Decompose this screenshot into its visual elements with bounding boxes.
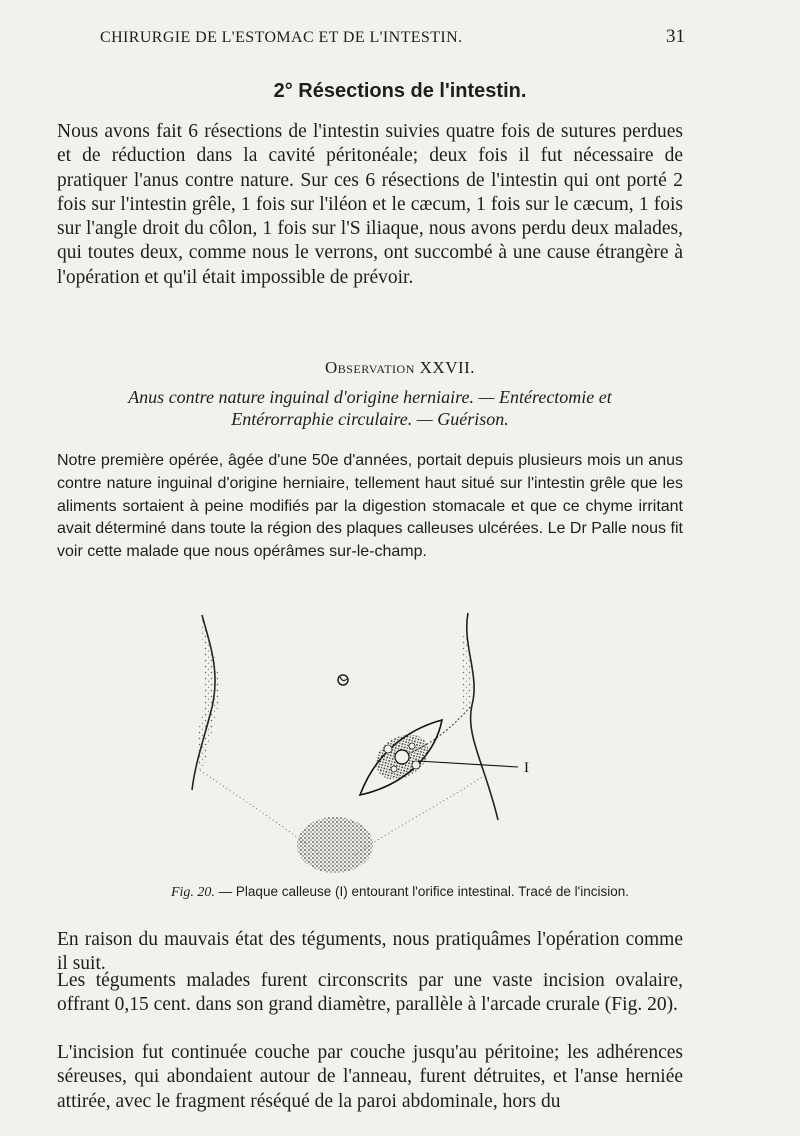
- pubic-region: [297, 817, 373, 873]
- observation-subtitle-line-1: Anus contre nature inguinal d'origine herniaire. — Entérectomie et: [128, 387, 612, 407]
- right-contour: [467, 613, 498, 820]
- marker-label: I: [524, 760, 529, 776]
- observation-number: XXVII.: [419, 358, 476, 377]
- figure-illustration: [180, 605, 550, 885]
- observation-title: [0, 358, 800, 378]
- paragraph-case-history: Notre première opérée, âgée d'une 50e d'années, portait depuis plusieurs mois un anus contre nature inguinal d'origine herniaire, tellement haut situé sur l'intestin grêle que les aliments sortaient à peine modifiés par la digestion stomacale et que ce chyme irritant avait déterminé dans toute la région des plaques calleuses ulcérées. Le Dr Palle nous fit voir cette malade que nous opérâmes sur-le-champ.: [57, 452, 683, 561]
- caption-label: Fig. 20.: [170, 885, 215, 900]
- observation-label: Observation: [324, 358, 415, 377]
- intestinal-orifice: [395, 750, 409, 764]
- paragraph-resections: Nous avons fait 6 résections de l'intestin suivies quatre fois de sutures perdues et de réduction dans la cavité péritonéale; deux fois il fut nécessaire de pratiquer l'anus contre nature. Sur ces 6 résections de l'intestin qui ont porté 2 fois sur l'intestin grêle, 1 fois sur l'iléon et le cæcum, 1 fois sur le cæcum, 1 fois sur l'angle droit du côlon, 1 fois sur l'S iliaque, nous avons perdu deux malades, qui toutes deux, comme nous le verrons, ont succombé à une cause étrangère à l'opération et qu'il était impossible de prévoir.: [57, 121, 683, 288]
- abdomen-drawing: [180, 605, 550, 885]
- section-heading: 2° Résections de l'intestin.: [273, 80, 527, 102]
- left-shading: [197, 615, 219, 770]
- running-header: [100, 26, 685, 48]
- observation-subtitle: [60, 386, 680, 430]
- leader-line: [418, 761, 518, 767]
- figure-caption: [0, 884, 800, 901]
- paragraph-incision: Les téguments malades furent circonscrits par une vaste incision ovalaire, offrant 0,15 cent. dans son grand diamètre, parallèle à l'arcade crurale (Fig. 20).: [57, 970, 683, 1016]
- paragraph-method: En raison du mauvais état des téguments, nous pratiquâmes l'opération comme il suit.: [57, 929, 683, 975]
- running-title: CHIRURGIE DE L'ESTOMAC ET DE L'INTESTIN.: [100, 29, 463, 46]
- observation-subtitle-line-2: Entérorraphie circulaire. — Guérison.: [231, 409, 509, 429]
- paragraph-continuation: L'incision fut continuée couche par couche jusqu'au péritoine; les adhérences séreuses, qui abondaient autour de l'anneau, furent détruites, et l'anse herniée attirée, avec le fragment réséqué de la paroi abdominale, hors du: [57, 1042, 683, 1112]
- page-number: 31: [666, 26, 685, 47]
- caption-text: — Plaque calleuse (I) entourant l'orifice intestinal. Tracé de l'incision.: [218, 884, 630, 899]
